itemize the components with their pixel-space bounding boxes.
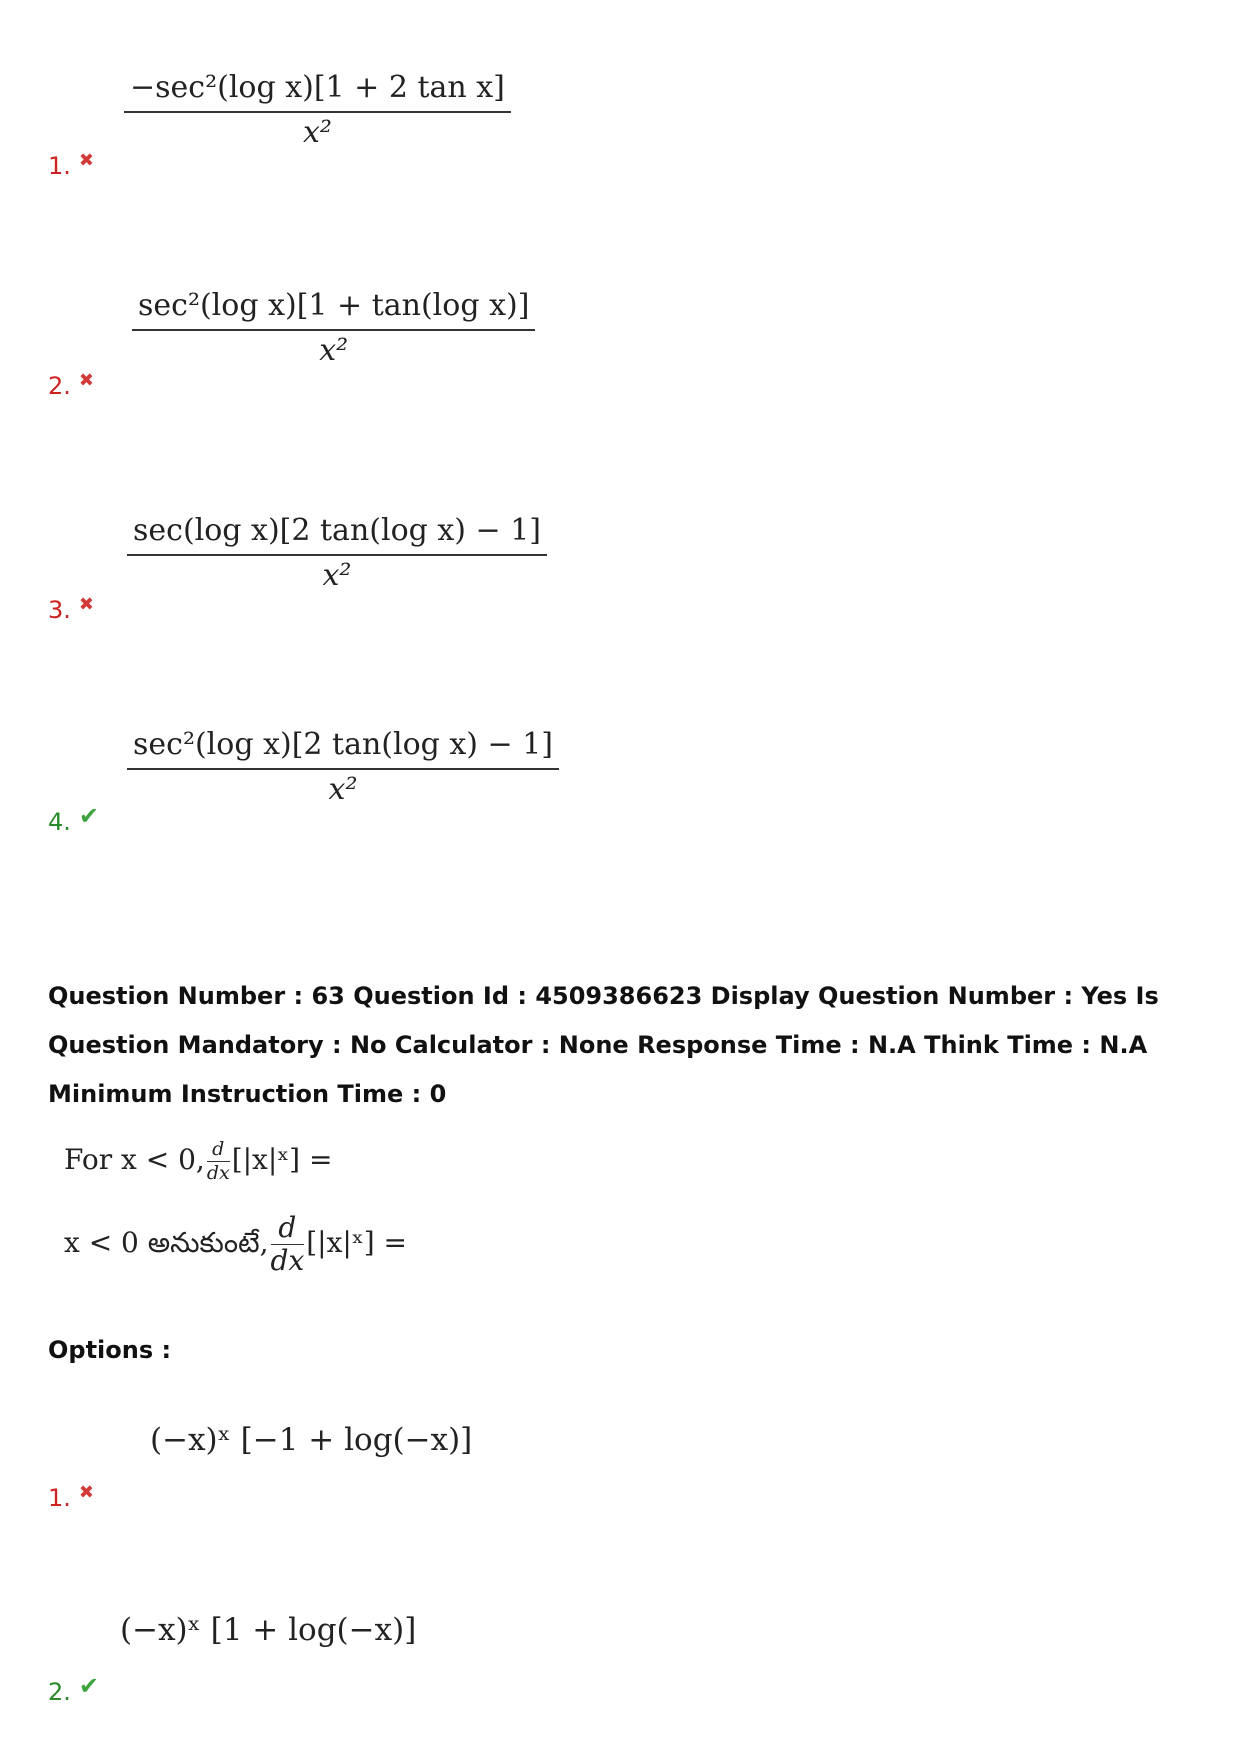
prev-option-1-numerator: −sec²(log x)[1 + 2 tan x] [124, 70, 511, 113]
question-telugu-prefix: x < 0 అనుకుంటే, [64, 1226, 269, 1259]
option-2-formula: (−x)ˣ [1 + log(−x)] [120, 1612, 417, 1648]
question-english [64, 1140, 332, 1183]
question-telugu [64, 1211, 407, 1277]
prev-option-4-denominator: x² [328, 772, 358, 807]
derivative-denominator: dx [206, 1162, 230, 1184]
prev-option-3-denominator: x² [322, 558, 352, 593]
prev-option-1-formula [124, 70, 511, 150]
derivative-operator [207, 1140, 230, 1183]
option-2-label[interactable] [48, 1672, 100, 1706]
prev-option-3-numerator: sec(log x)[2 tan(log x) − 1] [127, 513, 547, 556]
prev-option-4-formula [127, 727, 559, 807]
option-1-label[interactable] [48, 1481, 94, 1512]
prev-option-2-formula [132, 288, 535, 368]
prev-option-4-label[interactable] [48, 802, 100, 836]
question-telugu-expression: [|x|ˣ] = [306, 1226, 407, 1259]
prev-option-1-number: 1. [48, 152, 71, 180]
cross-icon: ✖ [78, 149, 94, 171]
derivative-numerator-telugu: d [271, 1214, 305, 1245]
cross-icon: ✖ [78, 1481, 94, 1503]
prev-option-3-number: 3. [48, 596, 71, 624]
option-1-number: 1. [48, 1484, 71, 1512]
question-english-prefix: For x < 0, [64, 1143, 205, 1176]
check-icon: ✔ [78, 802, 100, 830]
prev-option-3-label[interactable] [48, 593, 94, 624]
prev-option-1-label[interactable] [48, 149, 94, 180]
question-info: Question Number : 63 Question Id : 4509386623 Display Question Number : Yes Is Question Mandatory : No Calculator : None Response Time : N.A Think Time : N.A Minimum Instruction Time : 0 [48, 982, 1159, 1108]
cross-icon: ✖ [78, 593, 94, 615]
prev-option-2-label[interactable] [48, 369, 94, 400]
prev-option-4-number: 4. [48, 808, 71, 836]
derivative-numerator: d [207, 1140, 230, 1162]
cross-icon: ✖ [78, 369, 94, 391]
option-2-number: 2. [48, 1678, 71, 1706]
prev-option-3-formula [127, 513, 547, 593]
option-1-formula: (−x)ˣ [−1 + log(−x)] [150, 1422, 473, 1458]
prev-option-1-denominator: x² [302, 115, 332, 150]
prev-option-2-number: 2. [48, 372, 71, 400]
prev-option-2-denominator: x² [319, 333, 349, 368]
derivative-denominator-telugu: dx [270, 1244, 305, 1277]
prev-option-2-numerator: sec²(log x)[1 + tan(log x)] [132, 288, 535, 331]
check-icon: ✔ [78, 1672, 100, 1700]
derivative-operator-telugu [270, 1211, 305, 1277]
options-heading: Options : [48, 1336, 172, 1364]
question-english-expression: [|x|ˣ] = [231, 1143, 333, 1176]
prev-option-4-numerator: sec²(log x)[2 tan(log x) − 1] [127, 727, 559, 770]
